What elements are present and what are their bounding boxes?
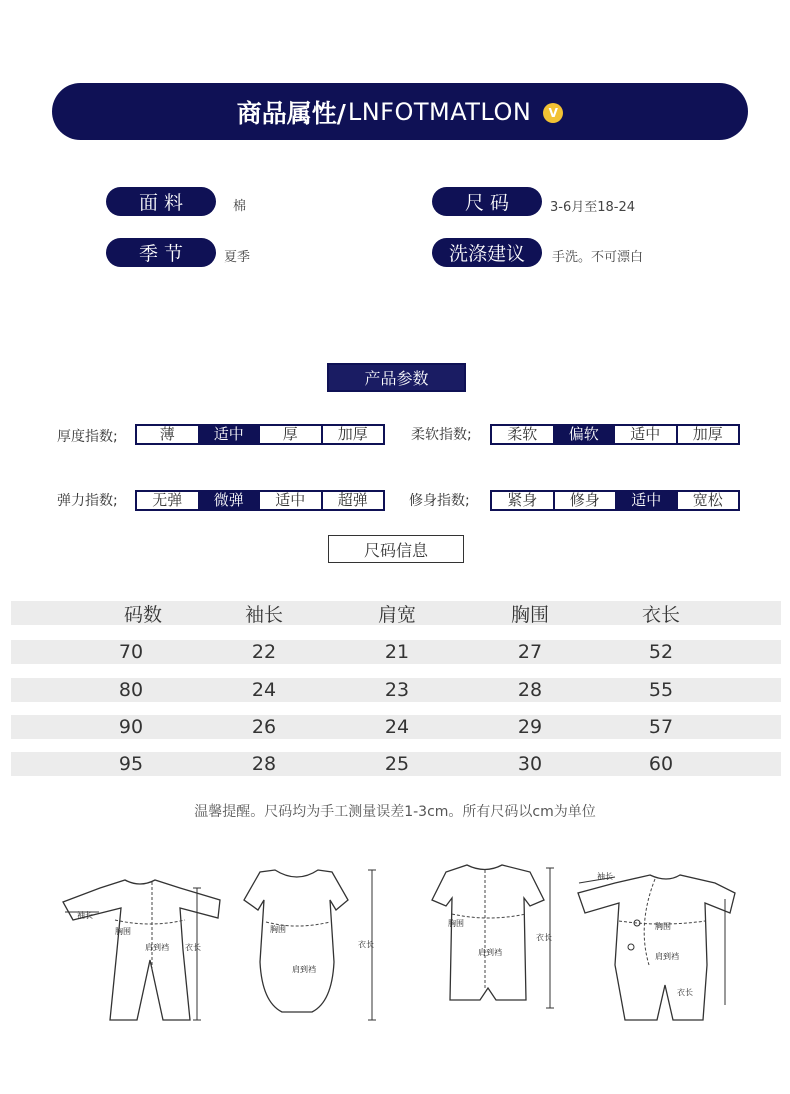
- diagram-label: 衣长: [677, 988, 693, 997]
- index-scale-thickness: [135, 424, 385, 445]
- longsleeve-romper-diagram: [55, 860, 230, 1030]
- table-row: [11, 678, 781, 702]
- table-cell: 28: [517, 679, 543, 701]
- scale-option-selected: 适中: [199, 425, 260, 444]
- table-header: 衣长: [641, 603, 680, 626]
- short-romper-diagram: [412, 860, 562, 1025]
- diagram-label: 胸围: [448, 919, 464, 928]
- scale-option: 加厚: [678, 426, 739, 443]
- table-cell: 55: [648, 679, 674, 701]
- attr-label-season: 季 节: [106, 238, 216, 267]
- diagram-label: 肩到裆: [655, 952, 679, 961]
- index-label-elasticity: 弹力指数;: [57, 493, 118, 509]
- table-row: [11, 752, 781, 776]
- scale-option: 厚: [260, 426, 321, 443]
- header-banner: [52, 83, 748, 140]
- diagram-label: 肩到裆: [145, 943, 169, 952]
- scale-option: 无弹: [137, 492, 198, 509]
- attr-value-size: 3-6月至18-24: [550, 200, 636, 215]
- scale-option: 柔软: [492, 426, 553, 443]
- table-cell: 28: [251, 753, 277, 775]
- diagram-label: 袖长: [77, 911, 93, 920]
- diagram-label: 胸围: [270, 925, 286, 934]
- diagram-label: 衣长: [536, 933, 552, 942]
- table-row: [11, 640, 781, 664]
- attr-value-season: 夏季: [224, 250, 251, 265]
- header-title-en: LNFOTMATLON: [347, 97, 532, 126]
- scale-option: 加厚: [323, 426, 384, 443]
- diagram-label: 肩到裆: [478, 948, 502, 957]
- index-scale-softness: [490, 424, 740, 445]
- v-badge-icon: V: [543, 103, 563, 123]
- table-cell: 57: [648, 716, 674, 738]
- index-label-softness: 柔软指数;: [411, 427, 472, 443]
- scale-option: 修身: [555, 492, 616, 509]
- table-cell: 23: [384, 679, 410, 701]
- section-title-params: 产品参数: [327, 363, 466, 392]
- index-label-fit: 修身指数;: [409, 493, 470, 509]
- scale-option-selected: 偏软: [554, 425, 615, 444]
- size-note: 温馨提醒。尺码均为手工测量误差1-3cm。所有尺码以cm为单位: [194, 804, 596, 820]
- table-cell: 29: [517, 716, 543, 738]
- scale-option: 宽松: [678, 492, 739, 509]
- table-row: [11, 715, 781, 739]
- section-title-size: 尺码信息: [328, 535, 464, 563]
- table-cell: 27: [517, 641, 543, 663]
- scale-option: 适中: [615, 426, 676, 443]
- table-cell: 24: [384, 716, 410, 738]
- table-cell: 30: [517, 753, 543, 775]
- table-cell: 70: [118, 641, 144, 663]
- attr-label-fabric: 面 料: [106, 187, 216, 216]
- diagram-label: 胸围: [655, 922, 671, 931]
- table-header: 码数: [123, 603, 162, 626]
- diagram-label: 肩到裆: [292, 965, 316, 974]
- diagram-label: 胸围: [115, 927, 131, 936]
- table-header: 肩宽: [377, 603, 416, 626]
- scale-option-selected: 适中: [616, 491, 677, 510]
- scale-option: 适中: [260, 492, 321, 509]
- scale-option-selected: 微弹: [199, 491, 260, 510]
- table-cell: 90: [118, 716, 144, 738]
- attr-label-size: 尺 码: [432, 187, 542, 216]
- table-cell: 26: [251, 716, 277, 738]
- table-cell: 22: [251, 641, 277, 663]
- table-header: 胸围: [510, 603, 549, 626]
- attr-label-washing: 洗涤建议: [432, 238, 542, 267]
- attr-value-fabric: 棉: [233, 199, 247, 214]
- header-title-cn: 商品属性/: [236, 98, 346, 128]
- table-header: 袖长: [244, 603, 283, 626]
- attr-value-washing: 手洗。不可漂白: [552, 250, 644, 265]
- index-label-thickness: 厚度指数;: [57, 429, 118, 445]
- table-header-row: [11, 601, 781, 625]
- index-scale-elasticity: [135, 490, 385, 511]
- scale-option: 超弹: [323, 492, 384, 509]
- diagram-label: 衣长: [358, 940, 374, 949]
- index-scale-fit: [490, 490, 740, 511]
- scale-option: 薄: [137, 426, 198, 443]
- scale-option: 紧身: [492, 492, 553, 509]
- bodysuit-diagram: [240, 862, 380, 1027]
- table-cell: 21: [384, 641, 410, 663]
- table-cell: 52: [648, 641, 674, 663]
- kimono-romper-diagram: [575, 865, 745, 1025]
- table-cell: 60: [648, 753, 674, 775]
- table-cell: 25: [384, 753, 410, 775]
- diagram-label: 衣长: [185, 943, 201, 952]
- table-cell: 95: [118, 753, 144, 775]
- diagram-label: 袖长: [597, 872, 613, 881]
- table-cell: 80: [118, 679, 144, 701]
- table-cell: 24: [251, 679, 277, 701]
